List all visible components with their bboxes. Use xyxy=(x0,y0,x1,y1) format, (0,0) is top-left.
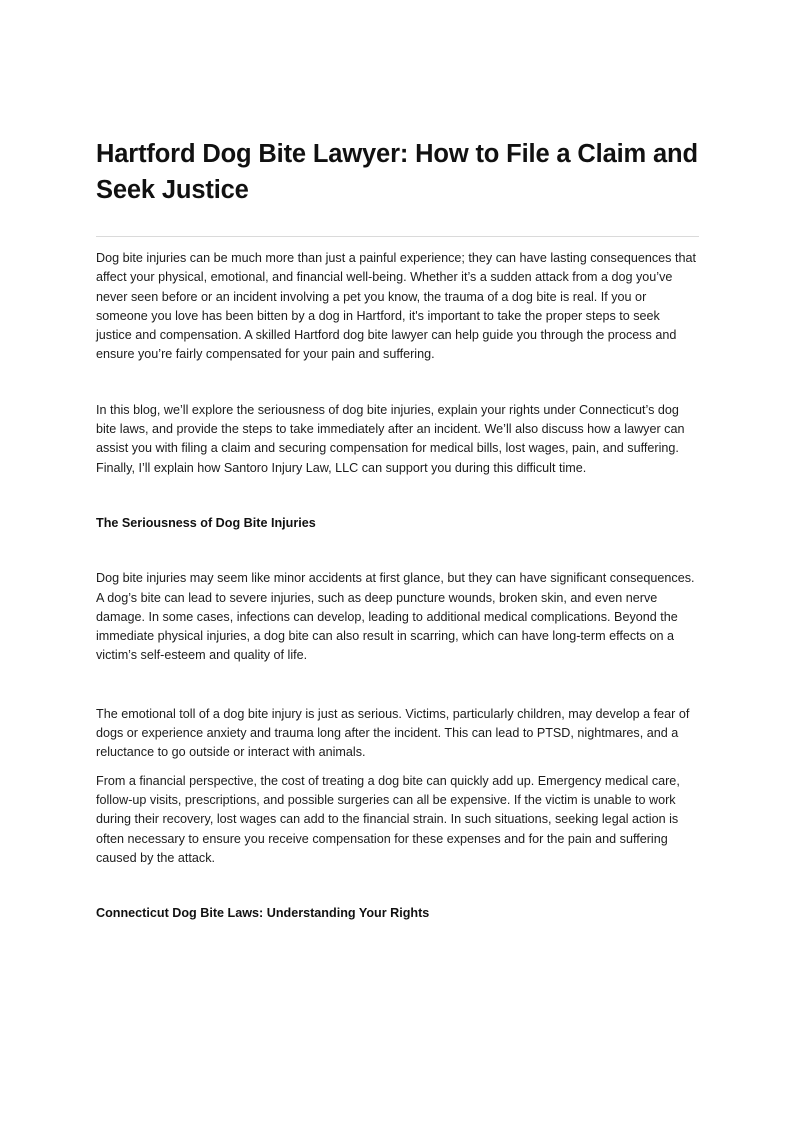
section-heading-laws: Connecticut Dog Bite Laws: Understanding Your Rights xyxy=(96,906,430,921)
emotional-paragraph: The emotional toll of a dog bite injury is just as serious. Victims, particularly children, may develop a fear of dogs or experience anxiety and trauma long after the incident. This can lead to PTSD, nightmares, and a reluctance to go outside or interact with animals. xyxy=(96,706,690,760)
intro-paragraph: Dog bite injuries can be much more than just a painful experience; they can have lasting consequences that affect your physical, emotional, and financial well-being. Whether it’s a sudden attack from a dog you’ve never seen before or an incident involving a pet you know, the trauma of a dog bite is real. If you or someone you love has been bitten by a dog in Hartford, it's important to take the proper steps to seek justice and compensation. A skilled Hartford dog bite lawyer can help guide you through the process and ensure you’re fairly compensated for your pain and suffering. xyxy=(96,251,696,362)
page-title: Hartford Dog Bite Lawyer: How to File a Claim and Seek Justice xyxy=(96,140,698,204)
injury-paragraph: Dog bite injuries may seem like minor accidents at first glance, but they can have significant consequences. A dog’s bite can lead to severe injuries, such as deep puncture wounds, broken skin, and even nerve damage. In some cases, infections can develop, leading to additional medical complications. Beyond the immediate physical injuries, a dog bite can also result in scarring, which can have long-term effects on a victim’s self-esteem and quality of life. xyxy=(96,571,695,663)
section-heading-seriousness: The Seriousness of Dog Bite Injuries xyxy=(96,515,316,530)
overview-paragraph: In this blog, we’ll explore the seriousness of dog bite injuries, explain your rights under Connecticut’s dog bite laws, and provide the steps to take immediately after an incident. We’ll also discuss how a lawyer can assist you with filing a claim and securing compensation for medical bills, lost wages, pain, and suffering. Finally, I’ll explain how Santoro Injury Law, LLC can support you during this difficult time. xyxy=(96,402,685,475)
title-divider xyxy=(96,236,699,237)
article-body xyxy=(96,249,699,923)
financial-paragraph: From a financial perspective, the cost of treating a dog bite can quickly add up. Emergency medical care, follow-up visits, prescriptions, and possible surgeries can all be expensive. If the victim is unable to work during their recovery, lost wages can add to the financial strain. In such situations, seeking legal action is often necessary to ensure you receive compensation for these expenses and for the pain and suffering caused by the attack. xyxy=(96,773,680,865)
document-page xyxy=(96,136,699,923)
